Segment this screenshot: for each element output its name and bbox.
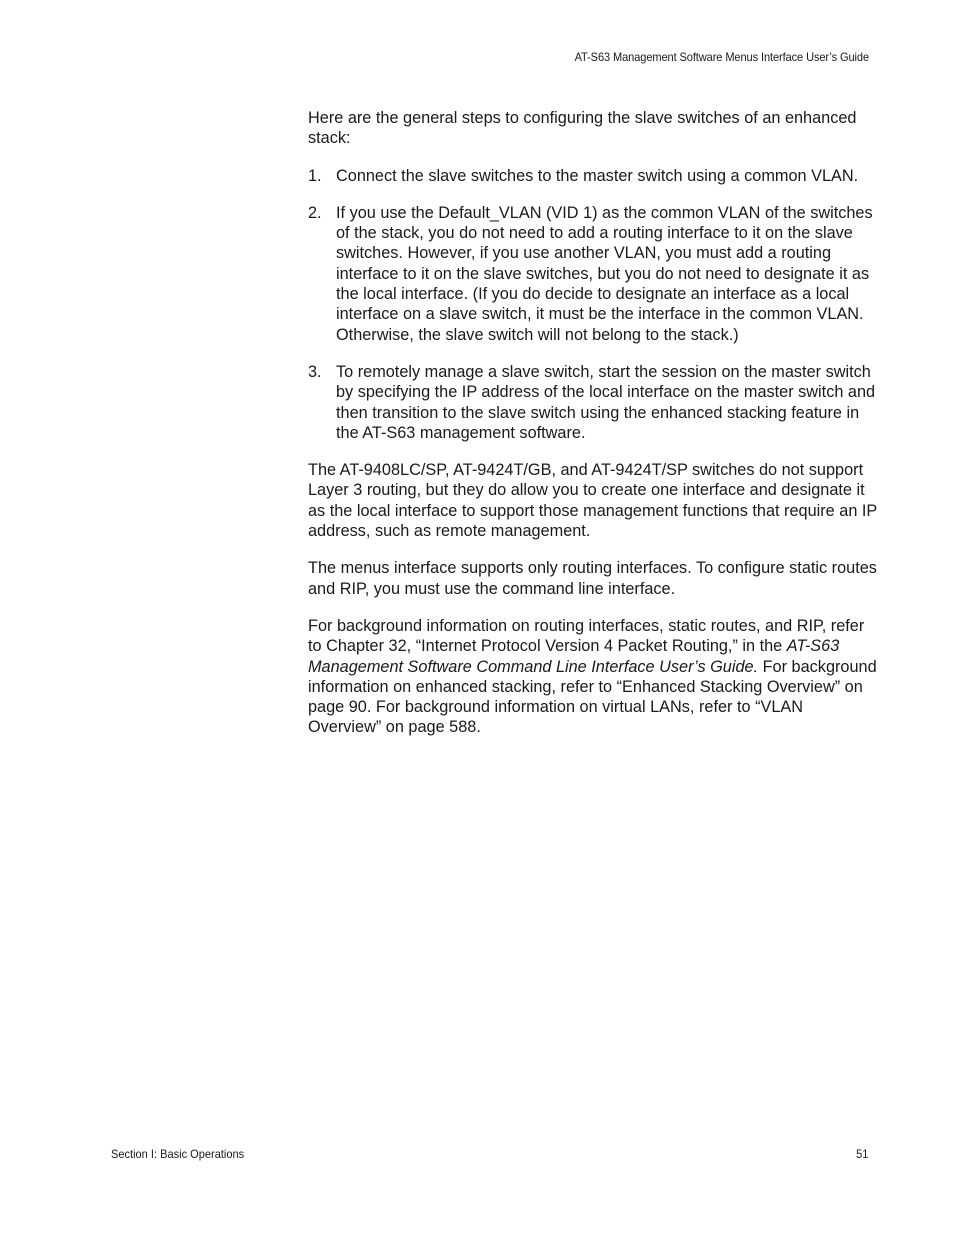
- background-text-part2: For background information on enhanced stacking, refer to “Enhanced Stacking Overview” on page 90. For background information on virtual LANs, refer to “VLAN Overview” on page 588.: [308, 657, 877, 737]
- footer-section-label: Section I: Basic Operations: [111, 1147, 245, 1161]
- list-item: [308, 203, 878, 345]
- background-paragraph: [308, 616, 878, 738]
- switches-paragraph: The AT-9408LC/SP, AT-9424T/GB, and AT-9424T/SP switches do not support Layer 3 routing, but they do allow you to create one interface and designate it as the local interface to support those management functions that require an IP address, such as remote management.: [308, 461, 877, 541]
- running-header: AT-S63 Management Software Menus Interface User’s Guide: [574, 50, 869, 64]
- list-item: [308, 166, 878, 186]
- steps-list: [308, 166, 878, 444]
- list-item: [308, 362, 878, 443]
- reference-book-title: AT-S63 Management Software Command Line Interface User’s Guide.: [308, 637, 840, 676]
- step-number: 1.: [308, 166, 322, 185]
- document-body: [308, 108, 878, 755]
- step-number: 2.: [308, 203, 322, 222]
- page-number: 51: [855, 1147, 868, 1161]
- step-number: 3.: [308, 362, 322, 381]
- step-text: Connect the slave switches to the master switch using a common VLAN.: [336, 166, 859, 185]
- step-text: To remotely manage a slave switch, start the session on the master switch by specifying the IP address of the local interface on the master switch and then transition to the slave switch using the enhanced stacking feature in the AT-S63 management software.: [336, 362, 876, 442]
- intro-paragraph: Here are the general steps to configuring the slave switches of an enhanced stack:: [308, 109, 857, 148]
- step-text: If you use the Default_VLAN (VID 1) as the common VLAN of the switches of the stack, you do not need to add a routing interface to it on the slave switches. However, if you use another VLAN, you must add a routing interface to it on the slave switches, but you do not need to designate it as the local interface. (If you do decide to designate an interface as a local interface on a slave switch, it must be the interface in the common VLAN. Otherwise, the slave switch will not belong to the stack.): [336, 203, 873, 344]
- menus-paragraph: The menus interface supports only routing interfaces. To configure static routes and RIP, you must use the command line interface.: [308, 559, 877, 598]
- background-text-part1: For background information on routing interfaces, static routes, and RIP, refer to Chapter 32, “Internet Protocol Version 4 Packet Routing,” in the: [308, 616, 865, 656]
